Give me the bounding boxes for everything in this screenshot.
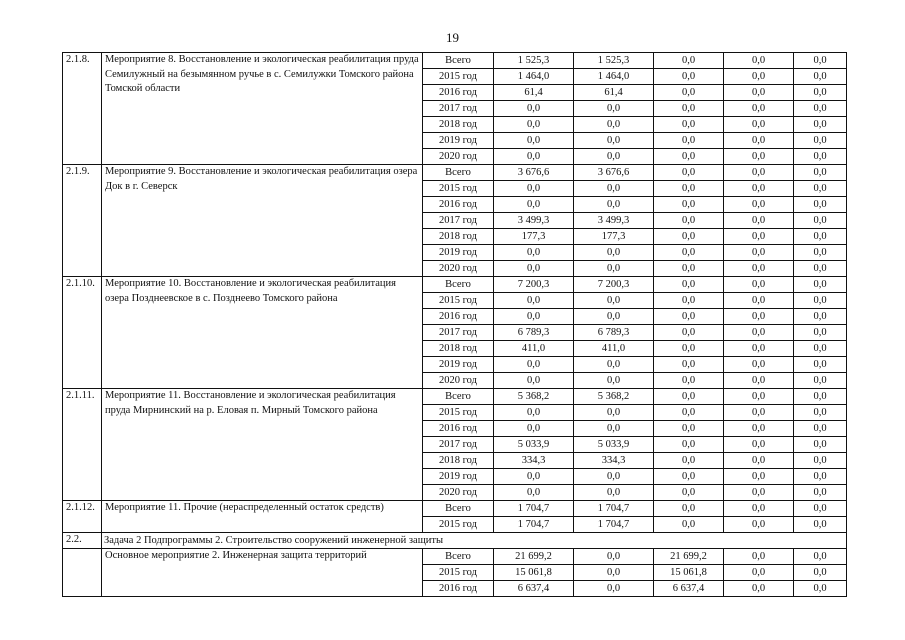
value-cell: 0,0	[794, 165, 847, 181]
value-cell: 6 637,4	[494, 581, 574, 597]
value-cell: 0,0	[724, 149, 794, 165]
value-cell: 0,0	[574, 549, 654, 565]
value-cell: 0,0	[724, 309, 794, 325]
value-cell: 0,0	[794, 389, 847, 405]
value-cell: 0,0	[724, 261, 794, 277]
year-label: 2016 год	[423, 581, 494, 597]
value-cell: 7 200,3	[494, 277, 574, 293]
year-label: 2015 год	[423, 69, 494, 85]
item-description: Мероприятие 11. Восстановление и экологическая реабилитация пруда Мирнинский на р. Еловая п. Мирный Томского района	[102, 389, 423, 501]
year-label: Всего	[423, 389, 494, 405]
year-label: 2020 год	[423, 485, 494, 501]
value-cell: 0,0	[794, 517, 847, 533]
value-cell: 0,0	[494, 133, 574, 149]
value-cell: 6 789,3	[494, 325, 574, 341]
value-cell: 0,0	[654, 501, 724, 517]
value-cell: 0,0	[494, 293, 574, 309]
value-cell: 0,0	[494, 373, 574, 389]
item-description: Мероприятие 10. Восстановление и экологическая реабилитация озера Позднеевское в с. Позднеево Томского района	[102, 277, 423, 389]
value-cell: 5 368,2	[574, 389, 654, 405]
item-number: 2.1.11.	[63, 389, 102, 501]
value-cell: 6 789,3	[574, 325, 654, 341]
value-cell: 0,0	[724, 549, 794, 565]
value-cell: 0,0	[724, 453, 794, 469]
value-cell: 61,4	[574, 85, 654, 101]
financing-table	[62, 52, 847, 597]
value-cell: 0,0	[494, 245, 574, 261]
value-cell: 1 704,7	[574, 517, 654, 533]
value-cell: 0,0	[794, 437, 847, 453]
value-cell: 0,0	[654, 165, 724, 181]
value-cell: 0,0	[654, 309, 724, 325]
value-cell: 0,0	[794, 213, 847, 229]
value-cell: 0,0	[794, 357, 847, 373]
value-cell: 0,0	[794, 309, 847, 325]
value-cell: 0,0	[494, 101, 574, 117]
value-cell: 0,0	[654, 69, 724, 85]
value-cell: 0,0	[574, 197, 654, 213]
item-number: 2.1.12.	[63, 501, 102, 533]
value-cell: 0,0	[724, 517, 794, 533]
value-cell: 7 200,3	[574, 277, 654, 293]
value-cell: 177,3	[494, 229, 574, 245]
value-cell: 334,3	[574, 453, 654, 469]
value-cell: 0,0	[794, 101, 847, 117]
value-cell: 0,0	[654, 229, 724, 245]
value-cell: 0,0	[654, 261, 724, 277]
value-cell: 0,0	[494, 117, 574, 133]
year-label: 2019 год	[423, 245, 494, 261]
value-cell: 0,0	[724, 421, 794, 437]
value-cell: 0,0	[654, 53, 724, 69]
value-cell: 0,0	[574, 581, 654, 597]
value-cell: 0,0	[654, 517, 724, 533]
value-cell: 0,0	[794, 117, 847, 133]
table-row	[63, 53, 847, 69]
year-label: 2017 год	[423, 101, 494, 117]
value-cell: 0,0	[654, 373, 724, 389]
value-cell: 0,0	[794, 485, 847, 501]
value-cell: 0,0	[574, 101, 654, 117]
value-cell: 0,0	[724, 197, 794, 213]
value-cell: 1 704,7	[494, 501, 574, 517]
item-number: 2.1.10.	[63, 277, 102, 389]
item-description: Мероприятие 8. Восстановление и экологическая реабилитация пруда Семилужный на безымянном ручье в с. Семилужки Томского района Томской области	[102, 53, 423, 165]
value-cell: 0,0	[574, 149, 654, 165]
value-cell: 0,0	[794, 133, 847, 149]
value-cell: 1 704,7	[494, 517, 574, 533]
value-cell: 21 699,2	[494, 549, 574, 565]
value-cell: 0,0	[794, 85, 847, 101]
value-cell: 0,0	[724, 69, 794, 85]
year-label: 2020 год	[423, 149, 494, 165]
value-cell: 0,0	[794, 277, 847, 293]
value-cell: 0,0	[494, 485, 574, 501]
value-cell: 0,0	[794, 229, 847, 245]
value-cell: 0,0	[794, 245, 847, 261]
value-cell: 0,0	[724, 565, 794, 581]
value-cell: 0,0	[574, 405, 654, 421]
value-cell: 334,3	[494, 453, 574, 469]
value-cell: 0,0	[654, 245, 724, 261]
value-cell: 0,0	[724, 245, 794, 261]
value-cell: 0,0	[794, 469, 847, 485]
value-cell: 6 637,4	[654, 581, 724, 597]
value-cell: 0,0	[654, 325, 724, 341]
value-cell: 0,0	[724, 485, 794, 501]
value-cell: 0,0	[724, 437, 794, 453]
value-cell: 0,0	[724, 469, 794, 485]
value-cell: 0,0	[654, 453, 724, 469]
year-label: Всего	[423, 549, 494, 565]
value-cell: 0,0	[574, 373, 654, 389]
value-cell: 3 676,6	[494, 165, 574, 181]
year-label: 2020 год	[423, 373, 494, 389]
value-cell: 0,0	[654, 485, 724, 501]
year-label: 2017 год	[423, 325, 494, 341]
value-cell: 0,0	[654, 85, 724, 101]
value-cell: 0,0	[724, 85, 794, 101]
value-cell: 1 525,3	[494, 53, 574, 69]
task-number: 2.2.	[63, 533, 102, 549]
table-row	[63, 165, 847, 181]
value-cell: 3 499,3	[494, 213, 574, 229]
value-cell: 3 499,3	[574, 213, 654, 229]
item-description: Основное мероприятие 2. Инженерная защита территорий	[102, 549, 423, 597]
value-cell: 0,0	[494, 357, 574, 373]
value-cell: 0,0	[574, 485, 654, 501]
year-label: 2016 год	[423, 421, 494, 437]
value-cell: 0,0	[794, 53, 847, 69]
value-cell: 15 061,8	[654, 565, 724, 581]
value-cell: 0,0	[654, 357, 724, 373]
year-label: 2017 год	[423, 437, 494, 453]
value-cell: 0,0	[724, 277, 794, 293]
value-cell: 0,0	[724, 373, 794, 389]
page-number: 19	[446, 30, 459, 45]
value-cell: 0,0	[574, 565, 654, 581]
value-cell: 0,0	[574, 133, 654, 149]
value-cell: 0,0	[574, 245, 654, 261]
value-cell: 0,0	[654, 421, 724, 437]
value-cell: 0,0	[794, 405, 847, 421]
value-cell: 0,0	[794, 581, 847, 597]
year-label: 2019 год	[423, 469, 494, 485]
value-cell: 0,0	[794, 453, 847, 469]
value-cell: 0,0	[794, 373, 847, 389]
year-label: 2019 год	[423, 133, 494, 149]
year-label: 2018 год	[423, 341, 494, 357]
value-cell: 0,0	[724, 133, 794, 149]
value-cell: 0,0	[654, 149, 724, 165]
value-cell: 0,0	[724, 581, 794, 597]
value-cell: 1 464,0	[494, 69, 574, 85]
value-cell: 0,0	[724, 501, 794, 517]
value-cell: 5 368,2	[494, 389, 574, 405]
value-cell: 0,0	[724, 357, 794, 373]
value-cell: 0,0	[724, 389, 794, 405]
value-cell: 0,0	[654, 213, 724, 229]
value-cell: 0,0	[794, 69, 847, 85]
value-cell: 0,0	[654, 437, 724, 453]
value-cell: 0,0	[794, 293, 847, 309]
value-cell: 0,0	[574, 293, 654, 309]
year-label: Всего	[423, 165, 494, 181]
value-cell: 0,0	[724, 213, 794, 229]
year-label: 2020 год	[423, 261, 494, 277]
value-cell: 0,0	[724, 293, 794, 309]
year-label: 2015 год	[423, 565, 494, 581]
value-cell: 0,0	[494, 469, 574, 485]
value-cell: 0,0	[794, 501, 847, 517]
value-cell: 0,0	[574, 261, 654, 277]
value-cell: 0,0	[724, 181, 794, 197]
value-cell: 0,0	[794, 197, 847, 213]
value-cell: 0,0	[574, 117, 654, 133]
year-label: 2015 год	[423, 405, 494, 421]
value-cell: 0,0	[494, 181, 574, 197]
value-cell: 0,0	[494, 197, 574, 213]
value-cell: 0,0	[724, 229, 794, 245]
value-cell: 1 525,3	[574, 53, 654, 69]
value-cell: 1 704,7	[574, 501, 654, 517]
table-row	[63, 501, 847, 517]
year-label: 2015 год	[423, 293, 494, 309]
value-cell: 0,0	[574, 181, 654, 197]
value-cell: 0,0	[794, 261, 847, 277]
value-cell: 0,0	[654, 389, 724, 405]
value-cell: 0,0	[654, 197, 724, 213]
year-label: 2016 год	[423, 197, 494, 213]
value-cell: 1 464,0	[574, 69, 654, 85]
table-body	[63, 53, 847, 597]
value-cell: 0,0	[494, 405, 574, 421]
value-cell: 5 033,9	[494, 437, 574, 453]
table-row	[63, 549, 847, 565]
value-cell: 0,0	[724, 117, 794, 133]
value-cell: 0,0	[574, 421, 654, 437]
value-cell: 411,0	[574, 341, 654, 357]
value-cell: 0,0	[724, 53, 794, 69]
task-row	[63, 533, 847, 549]
task-title: Задача 2 Подпрограммы 2. Строительство сооружений инженерной защиты	[102, 533, 847, 549]
value-cell: 0,0	[794, 325, 847, 341]
year-label: 2016 год	[423, 85, 494, 101]
value-cell: 0,0	[794, 149, 847, 165]
value-cell: 0,0	[654, 469, 724, 485]
table-row	[63, 389, 847, 405]
value-cell: 3 676,6	[574, 165, 654, 181]
value-cell: 0,0	[654, 293, 724, 309]
value-cell: 0,0	[494, 149, 574, 165]
item-description: Мероприятие 9. Восстановление и экологическая реабилитация озера Док в г. Северск	[102, 165, 423, 277]
item-number: 2.1.8.	[63, 53, 102, 165]
value-cell: 0,0	[724, 405, 794, 421]
value-cell: 411,0	[494, 341, 574, 357]
value-cell: 0,0	[724, 341, 794, 357]
item-number: 2.1.9.	[63, 165, 102, 277]
value-cell: 0,0	[494, 421, 574, 437]
value-cell: 0,0	[654, 133, 724, 149]
value-cell: 0,0	[574, 469, 654, 485]
value-cell: 0,0	[654, 341, 724, 357]
value-cell: 0,0	[654, 405, 724, 421]
value-cell: 0,0	[654, 117, 724, 133]
table-row	[63, 277, 847, 293]
value-cell: 5 033,9	[574, 437, 654, 453]
value-cell: 0,0	[574, 357, 654, 373]
value-cell: 0,0	[724, 165, 794, 181]
year-label: 2018 год	[423, 229, 494, 245]
year-label: 2019 год	[423, 357, 494, 373]
value-cell: 0,0	[794, 565, 847, 581]
value-cell: 0,0	[724, 101, 794, 117]
value-cell: 0,0	[654, 277, 724, 293]
value-cell: 177,3	[574, 229, 654, 245]
year-label: 2018 год	[423, 117, 494, 133]
year-label: 2015 год	[423, 517, 494, 533]
year-label: 2017 год	[423, 213, 494, 229]
value-cell: 61,4	[494, 85, 574, 101]
item-number	[63, 549, 102, 597]
value-cell: 0,0	[794, 421, 847, 437]
value-cell: 0,0	[794, 181, 847, 197]
value-cell: 0,0	[574, 309, 654, 325]
value-cell: 0,0	[794, 341, 847, 357]
year-label: 2018 год	[423, 453, 494, 469]
value-cell: 0,0	[494, 309, 574, 325]
value-cell: 21 699,2	[654, 549, 724, 565]
year-label: Всего	[423, 53, 494, 69]
value-cell: 0,0	[654, 181, 724, 197]
year-label: Всего	[423, 277, 494, 293]
item-description: Мероприятие 11. Прочие (нераспределенный остаток средств)	[102, 501, 423, 533]
value-cell: 0,0	[654, 101, 724, 117]
year-label: Всего	[423, 501, 494, 517]
value-cell: 0,0	[494, 261, 574, 277]
value-cell: 15 061,8	[494, 565, 574, 581]
value-cell: 0,0	[794, 549, 847, 565]
year-label: 2015 год	[423, 181, 494, 197]
value-cell: 0,0	[724, 325, 794, 341]
year-label: 2016 год	[423, 309, 494, 325]
